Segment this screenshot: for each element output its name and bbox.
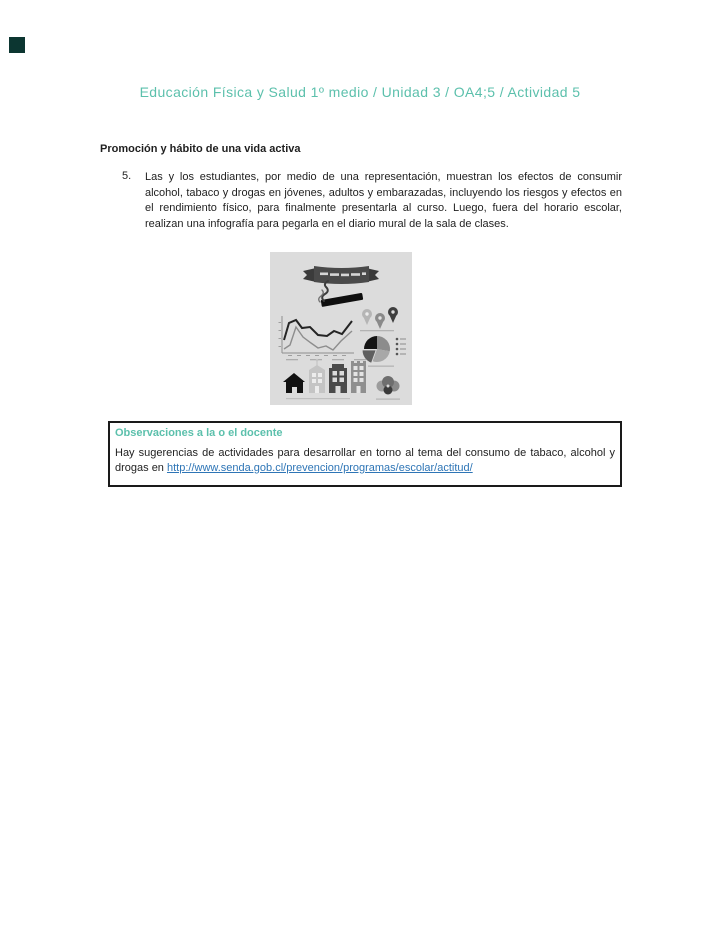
note-text: Hay sugerencias de actividades para desarrollar en torno al tema del consumo de tabaco, alcohol y drogas en [115, 447, 615, 474]
building-medium-icon [351, 361, 366, 393]
section-heading: Promoción y hábito de una vida activa [100, 143, 301, 155]
infographic-image [270, 252, 412, 405]
note-heading: Observaciones a la o el docente [115, 427, 283, 439]
smoking-infographic [270, 252, 412, 405]
teacher-note-box [108, 421, 622, 487]
senda-link[interactable]: http://www.senda.gob.cl/prevencion/programas/escolar/actitud/ [166, 462, 473, 474]
activity-text: Las y los estudiantes, por medio de una representación, muestran los efectos de consumir alcohol, tabaco y drogas en jóvenes, adultos y embarazadas, incluyendo los riesgos y efectos en el rendimiento físico, para finalmente presentarla al curso. Luego, fuera del horario escolar, realizan una infografía para pegarla en el diario mural de la sala de clases. [145, 171, 622, 230]
note-body [115, 446, 615, 476]
corner-mark [9, 37, 25, 53]
ribbon-banner-icon [303, 266, 379, 284]
activity-number: 5. [122, 170, 132, 182]
building-dark-icon [329, 364, 347, 393]
page-title: Educación Física y Salud 1º medio / Unidad 3 / OA4;5 / Actividad 5 [139, 84, 581, 100]
